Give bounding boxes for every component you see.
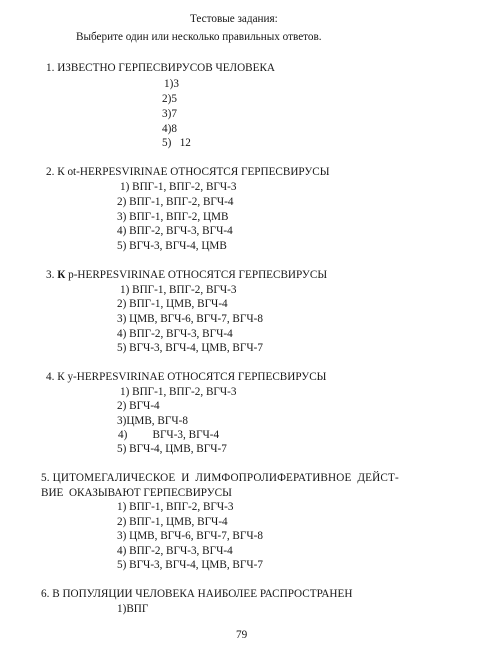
question-3-option-4: 4) ВПГ-2, ВГЧ-3, ВГЧ-4: [117, 328, 233, 340]
question-3-stem-text: p-HERPESVIRINAE ОТНОСЯТСЯ ГЕРПЕСВИРУСЫ: [65, 269, 328, 281]
question-2-option-4: 4) ВПГ-2, ВГЧ-3, ВГЧ-4: [117, 225, 233, 237]
question-4-option-1: 1) ВПГ-1, ВПГ-2, ВГЧ-3: [120, 386, 237, 398]
question-6-stem: 6. В ПОПУЛЯЦИИ ЧЕЛОВЕКА НАИБОЛЕЕ РАСПРОСТРАНЕН: [41, 588, 353, 600]
question-4-option-3: 3)ЦМВ, ВГЧ-8: [117, 415, 188, 427]
question-1-option-4: 4)8: [162, 123, 177, 135]
question-1-stem: 1. ИЗВЕСТНО ГЕРПЕСВИРУСОВ ЧЕЛОВЕКА: [46, 62, 275, 74]
question-1-option-3: 3)7: [162, 108, 177, 120]
question-2-option-2: 2) ВПГ-1, ВПГ-2, ВГЧ-4: [117, 196, 234, 208]
question-3-option-5: 5) ВГЧ-3, ВГЧ-4, ЦМВ, ВГЧ-7: [117, 342, 263, 354]
question-3-bold-letter: К: [57, 269, 66, 281]
page-title: Тестовые задания:: [190, 13, 278, 25]
question-4-option-5: 5) ВГЧ-4, ЦМВ, ВГЧ-7: [117, 443, 227, 455]
instruction-text: Выберите один или несколько правильных ответов.: [76, 31, 322, 43]
question-1-option-2: 2)5: [162, 93, 177, 105]
question-3-stem: [46, 268, 327, 282]
question-5-stem-line-2: ВИЕ ОКАЗЫВАЮТ ГЕРПЕСВИРУСЫ: [41, 487, 232, 499]
question-5-option-2: 2) ВПГ-1, ЦМВ, ВГЧ-4: [117, 516, 228, 528]
question-5-option-1: 1) ВПГ-1, ВПГ-2, ВГЧ-3: [117, 501, 234, 513]
question-5-stem-line-1: 5. ЦИТОМЕГАЛИЧЕСКОЕ И ЛИМФОПРОЛИФЕРАТИВНОЕ ДЕЙСТ-: [41, 472, 399, 484]
question-4-option-4: 4) ВГЧ-3, ВГЧ-4: [118, 429, 220, 441]
question-5-option-4: 4) ВПГ-2, ВГЧ-3, ВГЧ-4: [117, 545, 233, 557]
question-5-option-5: 5) ВГЧ-3, ВГЧ-4, ЦМВ, ВГЧ-7: [117, 559, 263, 571]
question-6-option-1: 1)ВПГ: [117, 603, 149, 615]
question-5-option-3: 3) ЦМВ, ВГЧ-6, ВГЧ-7, ВГЧ-8: [117, 530, 263, 542]
question-4-option-2: 2) ВГЧ-4: [117, 400, 160, 412]
question-2-option-3: 3) ВПГ-1, ВПГ-2, ЦМВ: [117, 211, 229, 223]
question-2-stem: 2. К ot-HERPESVIRINAE ОТНОСЯТСЯ ГЕРПЕСВИРУСЫ: [46, 166, 330, 178]
question-3-option-2: 2) ВПГ-1, ЦМВ, ВГЧ-4: [117, 298, 228, 310]
question-2-option-1: 1) ВПГ-1, ВПГ-2, ВГЧ-3: [120, 181, 237, 193]
question-1-option-5: 5) 12: [162, 137, 191, 149]
question-1-option-1: 1)3: [164, 78, 179, 90]
question-3-number: 3.: [46, 269, 58, 281]
question-3-option-1: 1) ВПГ-1, ВПГ-2, ВГЧ-3: [120, 284, 237, 296]
page-number: 79: [236, 629, 248, 641]
question-4-stem: 4. К y-HERPESVIRINAE ОТНОСЯТСЯ ГЕРПЕСВИРУСЫ: [46, 371, 327, 383]
question-3-option-3: 3) ЦМВ, ВГЧ-6, ВГЧ-7, ВГЧ-8: [117, 313, 263, 325]
question-2-option-5: 5) ВГЧ-3, ВГЧ-4, ЦМВ: [117, 240, 227, 252]
